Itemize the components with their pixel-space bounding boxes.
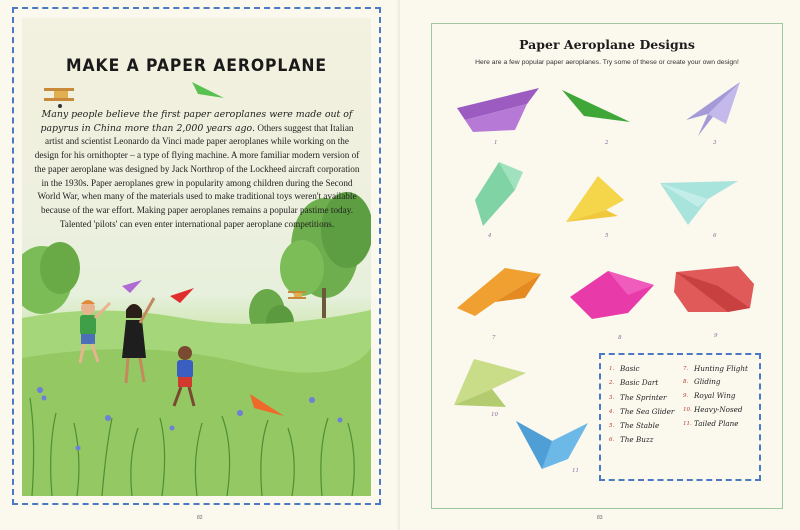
plane-4-the-sea-glider bbox=[465, 160, 525, 230]
plane-1-basic bbox=[455, 80, 550, 138]
plane-9-royal-wing bbox=[668, 262, 758, 322]
page-title: MAKE A PAPER AEROPLANE bbox=[66, 56, 327, 76]
plane-9-number: 9 bbox=[714, 333, 718, 339]
designs-legend bbox=[599, 353, 761, 481]
legend-item: 5. The Stable bbox=[609, 421, 660, 431]
plane-8-number: 8 bbox=[618, 335, 622, 341]
plane-5-the-stable bbox=[562, 170, 632, 230]
plane-7-number: 7 bbox=[492, 335, 496, 341]
plane-4-number: 4 bbox=[488, 233, 492, 239]
legend-column-left bbox=[609, 365, 674, 451]
plane-3-the-sprinter bbox=[678, 80, 746, 138]
plane-7-hunting-flight bbox=[455, 262, 545, 320]
title-plane-green bbox=[192, 82, 224, 98]
plane-11-tailed-plane bbox=[512, 415, 592, 473]
plane-6-number: 6 bbox=[713, 233, 717, 239]
legend-item: 11. Tailed Plane bbox=[683, 419, 739, 429]
legend-item: 9. Royal Wing bbox=[683, 390, 736, 400]
plane-5-number: 5 bbox=[605, 233, 609, 239]
designs-subtitle: Here are a few popular paper aeroplanes. Try some of these or create your own design! bbox=[475, 59, 739, 66]
meadow-illustration bbox=[22, 18, 371, 496]
plane-10-number: 10 bbox=[491, 412, 498, 418]
designs-title: Paper Aeroplane Designs bbox=[519, 37, 695, 52]
legend-item: 4. The Sea Glider bbox=[609, 406, 675, 416]
legend-item: 2. Basic Dart bbox=[609, 378, 659, 388]
legend-column-right bbox=[683, 365, 759, 435]
plane-2-number: 2 bbox=[605, 140, 609, 146]
legend-item: 6. The Buzz bbox=[609, 435, 654, 445]
biplane-top-left bbox=[44, 88, 74, 108]
legend-item: 7. Hunting Flight bbox=[683, 364, 748, 373]
plane-11-number: 11 bbox=[572, 468, 579, 474]
intro-text bbox=[34, 108, 360, 231]
plane-2-basic-dart bbox=[560, 80, 635, 130]
right-page bbox=[400, 0, 800, 530]
flying-plane-purple bbox=[122, 280, 142, 293]
plane-1-number: 1 bbox=[494, 140, 498, 146]
intro-italic-lead: Many people believe the first paper aeroplanes were made out of papyrus in China more than 2,000 years ago. bbox=[40, 109, 353, 134]
legend-item: 10. Heavy-Nosed bbox=[683, 405, 743, 415]
legend-item: 3. The Sprinter bbox=[609, 392, 667, 402]
plane-6-the-buzz bbox=[658, 175, 743, 230]
flying-plane-red bbox=[170, 288, 194, 303]
plane-8-gliding bbox=[568, 265, 658, 323]
illustration-panel bbox=[22, 18, 371, 496]
tree-left bbox=[22, 242, 80, 314]
plane-10-heavy-nosed bbox=[450, 355, 530, 415]
page-number-left: 82 bbox=[197, 515, 203, 521]
page-number-right: 83 bbox=[597, 515, 603, 521]
intro-body: Others suggest that Italian artist and scientist Leonardo da Vinci made paper aeroplanes while working on the design for his ornithopter – a type of flying machine. A more familiar modern version of the paper aeroplane was designed by Jack Northrop of the Lockheed aircraft corporation in the 1930s. Paper aeroplanes grew in popularity among children during the Second World War, when many of the materials used to make traditional toys weren't available because of the war effort. Making paper aeroplanes remains a popular pastime today. Talented 'pilots' can even enter international paper aeroplane competitions. bbox=[34, 122, 360, 229]
legend-item: 1. Basic bbox=[609, 364, 640, 373]
plane-3-number: 3 bbox=[713, 140, 717, 146]
legend-item: 8. Gliding bbox=[683, 376, 721, 386]
